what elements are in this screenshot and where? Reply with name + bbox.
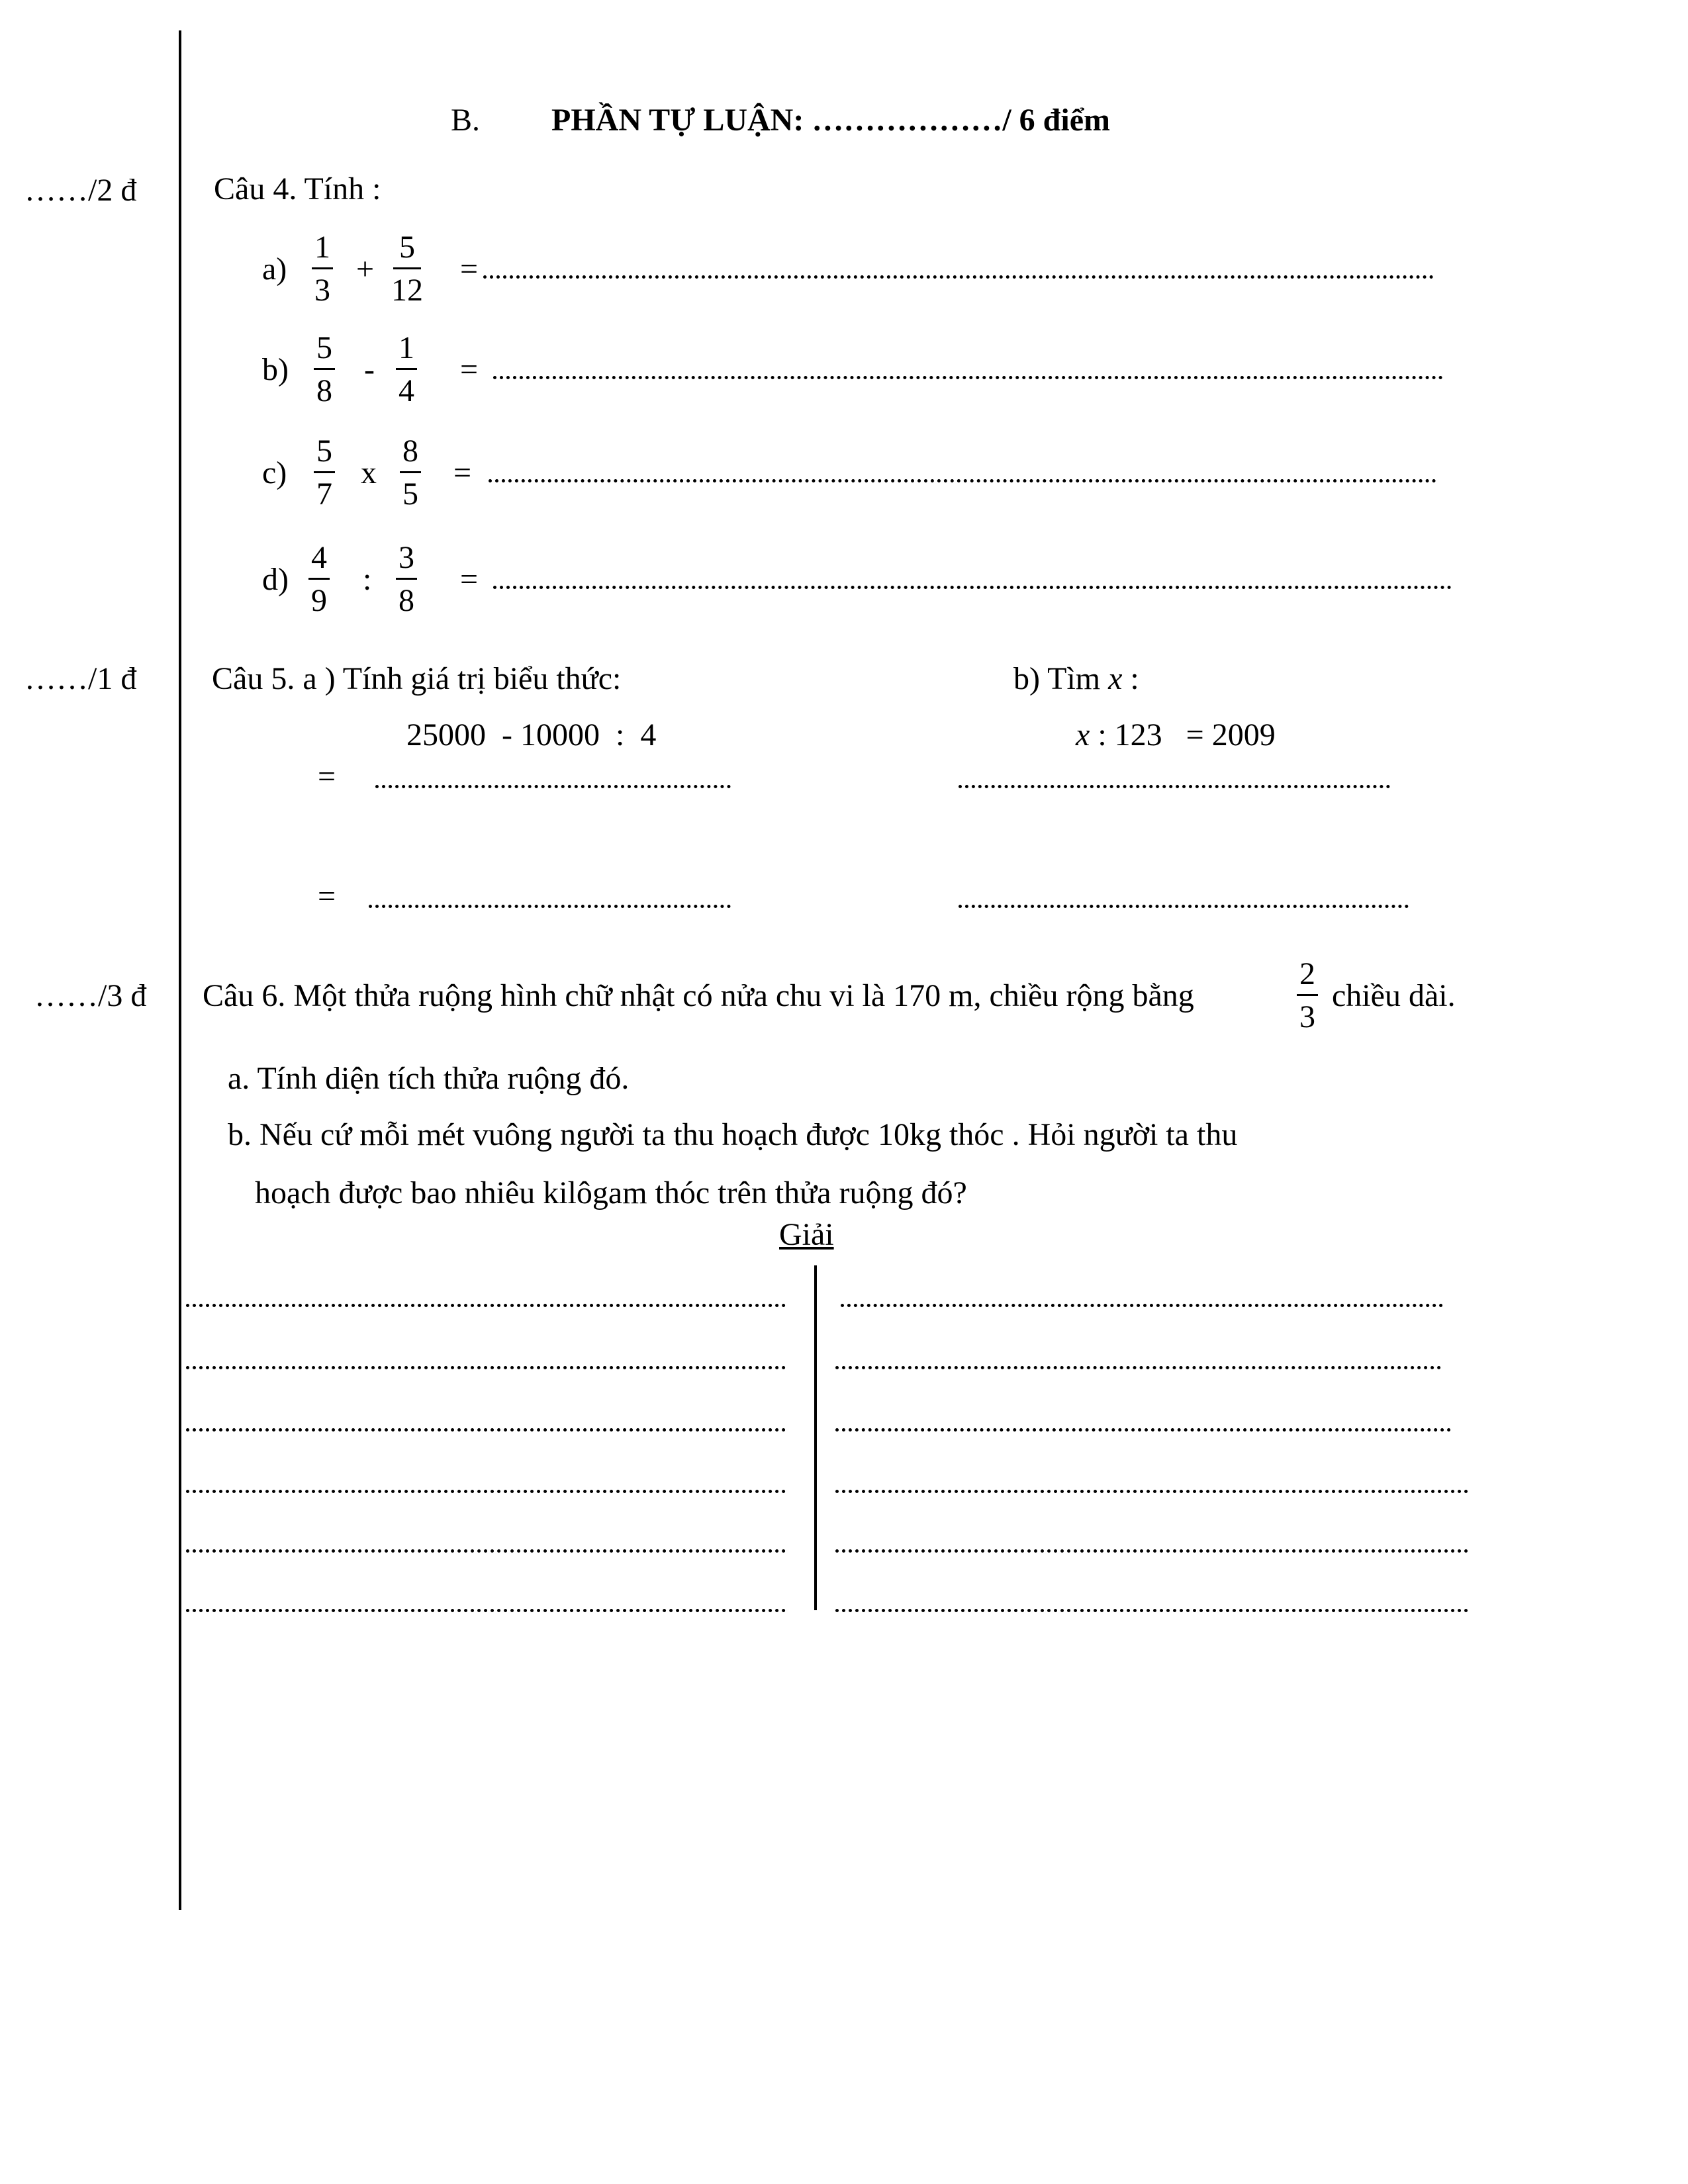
denominator: 3: [1299, 999, 1315, 1034]
numerator: 5: [316, 330, 332, 365]
solution-line-left[interactable]: [186, 1366, 786, 1369]
numerator: 3: [399, 540, 414, 575]
equals: =: [460, 251, 479, 287]
solution-line-left[interactable]: [186, 1549, 786, 1553]
numerator: 5: [399, 230, 415, 265]
equation-text: : 123 = 2009: [1090, 717, 1276, 752]
fraction-bar: [314, 471, 335, 473]
answer-line[interactable]: [375, 785, 731, 788]
left-margin-rule: [179, 30, 181, 1910]
solution-line-left[interactable]: [186, 1304, 786, 1307]
fraction: [311, 435, 338, 510]
q5-score: ……/1 đ: [24, 661, 137, 696]
fraction-bar: [312, 267, 333, 269]
answer-line[interactable]: [493, 586, 1452, 589]
equals: =: [318, 879, 336, 914]
q6-part-b-line1: b. Nếu cứ mỗi mét vuông người ta thu hoạch được 10kg thóc . Hỏi người ta thu: [228, 1117, 1238, 1152]
item-label: d): [262, 562, 289, 597]
denominator: 8: [316, 373, 332, 408]
operator: x: [361, 455, 377, 490]
q5-title: Câu 5. a ) Tính giá trị biểu thức:: [212, 661, 622, 696]
equals: =: [460, 562, 479, 597]
q4-title: Câu 4. Tính :: [214, 171, 381, 206]
fraction: [397, 435, 424, 510]
fraction-bar: [400, 471, 421, 473]
item-label: c): [262, 455, 287, 490]
q5-b-equation: [1076, 719, 1276, 751]
denominator: 7: [316, 477, 332, 512]
answer-line[interactable]: [369, 905, 731, 908]
answer-line[interactable]: [959, 905, 1409, 908]
solution-line-left[interactable]: [186, 1428, 786, 1432]
q5-expression: 25000 - 10000 : 4: [406, 717, 657, 752]
solution-line-right[interactable]: [835, 1609, 1468, 1612]
q4-score: ……/2 đ: [24, 173, 137, 208]
denominator: 12: [391, 273, 423, 308]
fraction: [391, 232, 424, 306]
denominator: 5: [402, 477, 418, 512]
fraction: [1294, 958, 1321, 1033]
numerator: 2: [1299, 956, 1315, 991]
equals: =: [453, 455, 472, 490]
variable-x: x: [1108, 661, 1123, 696]
solution-line-right[interactable]: [841, 1304, 1443, 1307]
item-label: a): [262, 251, 287, 287]
fraction-bar: [1297, 994, 1318, 996]
fraction-bar: [314, 368, 335, 370]
fraction-bar: [393, 267, 421, 269]
solution-label: Giải: [779, 1217, 834, 1252]
operator: :: [363, 562, 372, 597]
numerator: 1: [314, 230, 330, 265]
fraction-bar: [396, 368, 417, 370]
fraction: [393, 542, 420, 617]
q6-text-end: chiều dài.: [1332, 978, 1456, 1013]
fraction: [393, 332, 420, 407]
fraction: [309, 232, 336, 306]
equals: =: [318, 759, 336, 794]
q5-b-title: [1013, 663, 1139, 695]
q5-b-title-text: b) Tìm: [1013, 661, 1109, 696]
item-label: b): [262, 352, 289, 387]
answer-line[interactable]: [959, 785, 1390, 788]
denominator: 8: [399, 583, 414, 618]
answer-line[interactable]: [489, 479, 1436, 482]
numerator: 4: [311, 540, 327, 575]
solution-line-left[interactable]: [186, 1609, 786, 1612]
equals: =: [460, 352, 479, 387]
fraction: [306, 542, 332, 617]
colon: :: [1122, 661, 1139, 696]
solution-divider: [814, 1265, 817, 1610]
numerator: 1: [399, 330, 414, 365]
q6-score: ……/3 đ: [34, 978, 147, 1013]
numerator: 8: [402, 433, 418, 469]
numerator: 5: [316, 433, 332, 469]
answer-line[interactable]: [493, 376, 1443, 379]
denominator: 4: [399, 373, 414, 408]
operator: -: [364, 352, 375, 387]
solution-line-right[interactable]: [835, 1490, 1468, 1493]
fraction-bar: [308, 578, 330, 580]
solution-line-right[interactable]: [835, 1549, 1468, 1553]
denominator: 3: [314, 273, 330, 308]
solution-line-right[interactable]: [835, 1366, 1441, 1369]
operator: +: [356, 251, 375, 287]
q6-text: Câu 6. Một thửa ruộng hình chữ nhật có nửa chu vi là 170 m, chiều rộng bằng: [203, 978, 1194, 1013]
section-title: PHẦN TỰ LUẬN: ………………/ 6 điểm: [551, 103, 1110, 138]
fraction-bar: [396, 578, 417, 580]
solution-line-right[interactable]: [835, 1428, 1451, 1432]
denominator: 9: [311, 583, 327, 618]
answer-line[interactable]: [483, 275, 1434, 279]
q6-part-b-line2: hoạch được bao nhiêu kilôgam thóc trên thửa ruộng đó?: [255, 1175, 967, 1210]
solution-line-left[interactable]: [186, 1490, 786, 1493]
section-label: B.: [451, 103, 481, 138]
fraction: [311, 332, 338, 407]
q6-part-a: a. Tính diện tích thửa ruộng đó.: [228, 1061, 630, 1096]
variable-x: x: [1076, 717, 1090, 752]
